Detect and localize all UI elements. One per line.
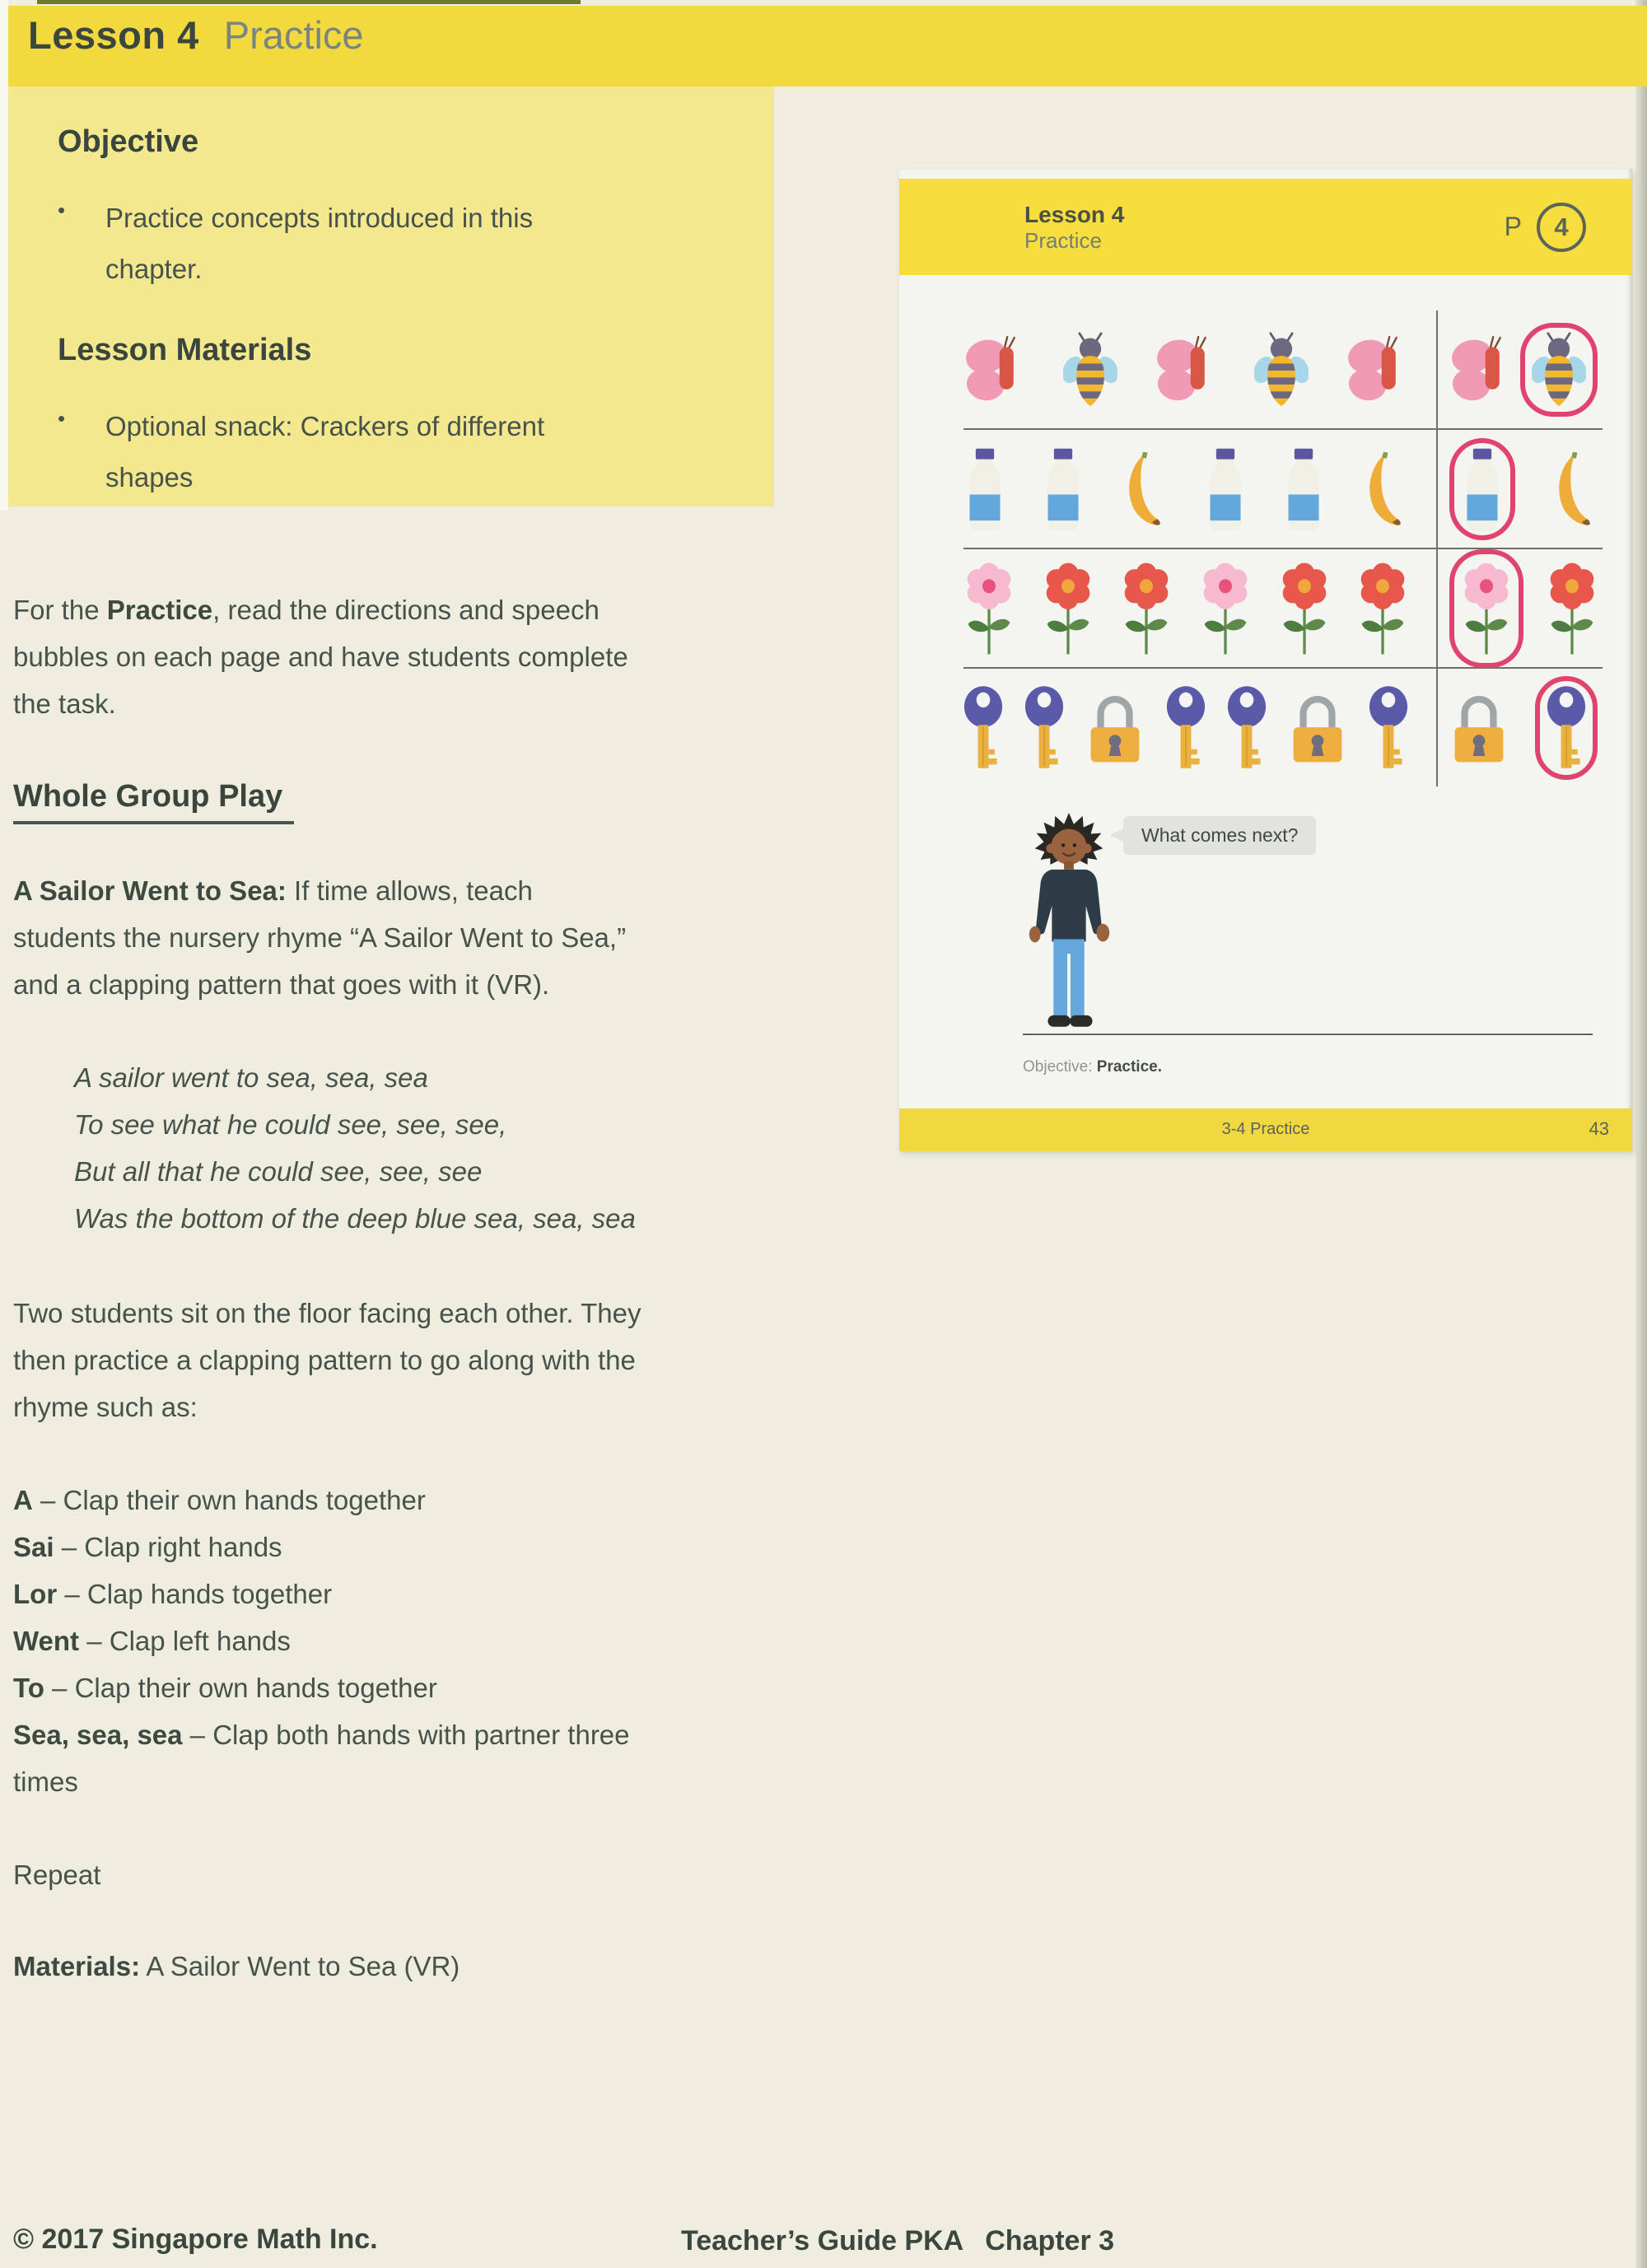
flower-pink-icon bbox=[1200, 558, 1251, 660]
clap-step: Lor – Clap hands together bbox=[13, 1579, 333, 1609]
text-line: For the Practice, read the directions and speech bbox=[13, 595, 600, 625]
milk-icon bbox=[1204, 446, 1247, 532]
key-icon-circled bbox=[1535, 676, 1598, 780]
pattern-choices bbox=[1436, 430, 1603, 548]
text-line: then practice a clapping pattern to go along with the bbox=[13, 1345, 636, 1375]
materials-line: Materials: A Sailor Went to Sea (VR) bbox=[13, 1951, 460, 1981]
milk-icon bbox=[1042, 446, 1085, 532]
nursery-rhyme bbox=[13, 1054, 791, 1242]
text-line: the task. bbox=[13, 688, 116, 719]
worksheet-page-number: 43 bbox=[1589, 1118, 1609, 1139]
key-icon bbox=[1166, 684, 1206, 772]
rhyme-line: But all that he could see, see, see bbox=[74, 1156, 483, 1187]
repeat-line: Repeat bbox=[13, 1860, 101, 1890]
text-line: and a clapping pattern that goes with it (VR). bbox=[13, 969, 550, 1000]
worksheet-header-band bbox=[899, 179, 1632, 275]
pattern-choices bbox=[1436, 310, 1603, 428]
scan-left-edge bbox=[0, 0, 8, 511]
guide-footer bbox=[527, 2225, 1268, 2257]
whole-group-play-heading: Whole Group Play bbox=[13, 778, 294, 824]
bullet-icon: • bbox=[58, 406, 66, 431]
text-line: chapter. bbox=[105, 254, 203, 284]
flower-pink-icon-circled bbox=[1449, 549, 1523, 668]
lock-icon bbox=[1085, 691, 1145, 765]
lock-icon bbox=[1288, 691, 1347, 765]
lesson-header-bar bbox=[8, 6, 1647, 86]
guide-title: Teacher’s Guide PKA bbox=[680, 2225, 964, 2256]
materials-heading: Lesson Materials bbox=[58, 333, 312, 367]
chapter-label: Chapter 3 bbox=[985, 2225, 1115, 2256]
pairs-paragraph bbox=[13, 1290, 791, 1430]
lesson-body-text bbox=[13, 586, 791, 1990]
text-line: bubbles on each page and have students complete bbox=[13, 642, 628, 672]
speech-bubble: What comes next? bbox=[1123, 816, 1316, 855]
materials-bullet-text bbox=[105, 401, 544, 503]
worksheet-divider-rule bbox=[1023, 1034, 1593, 1035]
banana-icon bbox=[1360, 448, 1408, 530]
flower-pink-icon bbox=[963, 558, 1015, 660]
lesson-number: Lesson 4 bbox=[28, 13, 199, 57]
worksheet-page-badge bbox=[1505, 203, 1586, 252]
copyright-text: © 2017 Singapore Math Inc. bbox=[13, 2224, 378, 2255]
butterfly-icon bbox=[1155, 335, 1217, 404]
worksheet-footer-label: 3-4 Practice bbox=[1221, 1120, 1310, 1138]
text-line: A Sailor Went to Sea: If time allows, teach bbox=[13, 875, 533, 906]
worksheet-header-text bbox=[1024, 202, 1124, 253]
worksheet-footer-bar bbox=[899, 1108, 1632, 1151]
pattern-choices bbox=[1436, 669, 1603, 786]
rhyme-line: A sailor went to sea, sea, sea bbox=[74, 1062, 428, 1093]
clap-step: A – Clap their own hands together bbox=[13, 1485, 426, 1515]
page-number: 4 bbox=[1554, 212, 1569, 241]
pattern-row bbox=[963, 428, 1603, 548]
pattern-row bbox=[963, 310, 1603, 428]
flower-red-icon bbox=[1357, 558, 1408, 660]
scan-right-edge bbox=[1635, 0, 1647, 2268]
butterfly-icon bbox=[1346, 335, 1408, 404]
pattern-sequence bbox=[963, 549, 1436, 667]
text-line: Practice concepts introduced in this bbox=[105, 203, 534, 233]
pattern-sequence bbox=[963, 430, 1436, 548]
worksheet-page bbox=[899, 169, 1632, 1151]
pattern-choices bbox=[1436, 549, 1603, 667]
pattern-sequence bbox=[963, 669, 1436, 786]
flower-red-icon bbox=[1547, 558, 1598, 660]
text-line: rhyme such as: bbox=[13, 1392, 198, 1422]
lesson-title: Practice bbox=[223, 13, 364, 57]
milk-icon bbox=[963, 446, 1006, 532]
lock-icon bbox=[1449, 691, 1509, 765]
key-icon bbox=[1024, 684, 1064, 772]
materials-bullet bbox=[58, 401, 774, 503]
text-line: Two students sit on the floor facing each other. They bbox=[13, 1298, 642, 1328]
pattern-row bbox=[963, 548, 1603, 667]
clap-step: Sai – Clap right hands bbox=[13, 1532, 282, 1562]
worksheet-objective-note: Objective: Practice. bbox=[1023, 1058, 1162, 1076]
bee-icon bbox=[1063, 331, 1117, 408]
milk-icon bbox=[1282, 446, 1325, 532]
objective-bullet bbox=[58, 193, 774, 295]
flower-red-icon bbox=[1043, 558, 1094, 660]
milk-icon-circled bbox=[1449, 438, 1515, 540]
flower-red-icon bbox=[1279, 558, 1330, 660]
clap-steps bbox=[13, 1477, 791, 1805]
clap-step: Sea, sea, sea – Clap both hands with partner three bbox=[13, 1720, 630, 1750]
text-line: Optional snack: Crackers of different bbox=[105, 411, 545, 441]
key-icon bbox=[1227, 684, 1267, 772]
objective-bullet-text bbox=[105, 193, 533, 295]
worksheet-lesson-number: Lesson 4 bbox=[1024, 201, 1125, 227]
key-icon bbox=[1369, 684, 1408, 772]
butterfly-icon bbox=[1449, 335, 1512, 404]
clap-step: To – Clap their own hands together bbox=[13, 1673, 437, 1703]
scan-top-sliver bbox=[37, 0, 581, 4]
rhyme-line: To see what he could see, see, see, bbox=[74, 1109, 507, 1140]
banana-icon bbox=[1120, 448, 1168, 530]
page-number-circle bbox=[1537, 203, 1586, 252]
pattern-sequence bbox=[963, 310, 1436, 428]
worksheet-rows bbox=[963, 310, 1603, 786]
objective-heading: Objective bbox=[58, 124, 199, 159]
objective-box bbox=[8, 86, 774, 506]
page-letter: P bbox=[1504, 212, 1522, 241]
key-icon bbox=[963, 684, 1003, 772]
butterfly-icon bbox=[963, 335, 1026, 404]
sailor-paragraph bbox=[13, 867, 791, 1008]
pattern-row bbox=[963, 667, 1603, 786]
bee-icon bbox=[1254, 331, 1309, 408]
text-line: students the nursery rhyme “A Sailor Went to Sea,” bbox=[13, 922, 627, 953]
boy-character-illustration bbox=[1023, 811, 1115, 1062]
intro-paragraph bbox=[13, 586, 791, 727]
banana-icon bbox=[1550, 448, 1598, 530]
clap-step: Went – Clap left hands bbox=[13, 1626, 291, 1656]
text-line: shapes bbox=[105, 462, 194, 492]
worksheet-lesson-title: Practice bbox=[1024, 227, 1102, 253]
flower-red-icon bbox=[1121, 558, 1172, 660]
rhyme-line: Was the bottom of the deep blue sea, sea, sea bbox=[74, 1203, 636, 1234]
bee-icon-circled bbox=[1520, 323, 1598, 417]
clap-step-overflow: times bbox=[13, 1766, 78, 1797]
bullet-icon: • bbox=[58, 198, 66, 222]
